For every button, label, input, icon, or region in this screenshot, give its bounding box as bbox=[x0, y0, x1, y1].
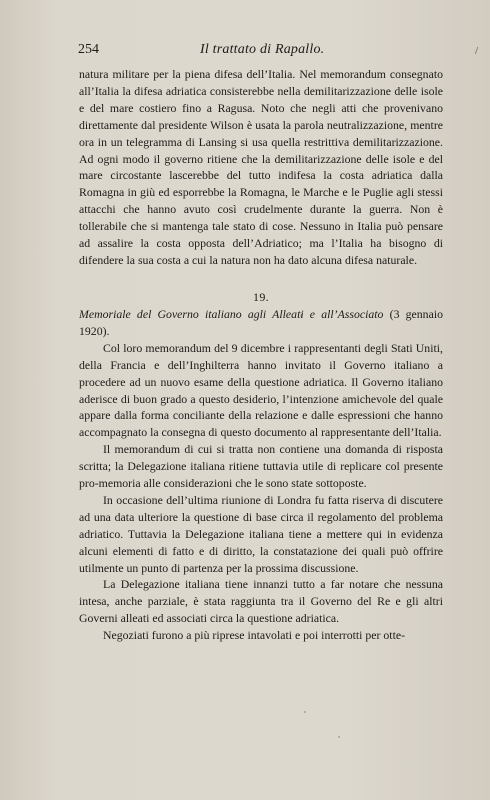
paper-spot bbox=[338, 736, 340, 738]
section-number: 19. bbox=[253, 289, 269, 304]
continued-paragraph: natura militare per la piena difesa dell’Italia. Nel memorandum consegnato all’Italia la difesa adriatica consisterebbe nella demilitarizzazione delle isole e del mare costiero fino a Ragusa. Noto che negli atti che provenivano direttamente dal presidente Wilson è usata la parola neutralizzazione, mentre ora in un telegramma di Lansing si usa quella restrittiva demilitarizzazione. Ad ogni modo il governo ritiene che la demilitarizzazione delle isole e del mare circostante lascerebbe del tutto indifesa la costa adriatica dalla Romagna in giù ed esporrebbe la Romagna, le Marche e le Puglie agli stessi attacchi che hanno avuto così crudelmente durante la guerra. Non è tollerabile che si mantenga tale stato di cose. Nessuno in Italia può pensare ad assalire la costa opposta dell’Adriatico; ma l’Italia ha bisogno di difendere la sua costa a cui la natura non ha dato alcuna difesa naturale. bbox=[79, 67, 443, 267]
paper-spot bbox=[300, 314, 303, 317]
running-title: Il trattato di Rapallo. bbox=[200, 42, 325, 57]
paragraph-1: Col loro memorandum del 9 dicembre i rappresentanti degli Stati Uniti, della Francia e dell’Inghilterra hanno invitato il Governo italiano a procedere ad un nuovo esame della questione adriatica. Il Governo italiano aderisce di buon grado a questo desiderio, l’intenzione amichevole del quale appare dalla forma conciliante della relazione e dalle espressioni che hanno accompagnato la consegna di questo documento al rappresentante dell’Italia. bbox=[79, 340, 443, 440]
paragraph-3: In occasione dell’ultima riunione di Londra fu fatta riserva di discutere ad una data ulteriore la questione di base circa il regolamento del problema adriatico. Tuttavia la Delegazione italiana tiene a mettere qui in evidenza alcuni elementi di fatto e di diritto, la constatazione dei quali può offrire utilmente un punto di partenza per la prossima discussione. bbox=[79, 492, 443, 575]
page-number: 254 bbox=[78, 42, 99, 57]
paragraph-5: Negoziati furono a più riprese intavolati e poi interrotti per otte- bbox=[103, 628, 406, 643]
document-title-date: (3 gennaio 1920). bbox=[79, 306, 443, 338]
paragraph-2: Il memorandum di cui si tratta non contiene una domanda di risposta scritta; la Delegazione italiana ritiene tuttavia utile di replicare col presente pro-memoria alle considerazioni che le sono state sottoposte. bbox=[79, 442, 443, 491]
paragraph-4: La Delegazione italiana tiene innanzi tutto a far notare che nessuna intesa, anche parziale, è stata raggiunta tra il Governo del Re e gli altri Governi alleati ed associati circa la questione adriatica. bbox=[79, 577, 443, 626]
document-title bbox=[79, 306, 443, 340]
page-header bbox=[78, 42, 438, 62]
document-title-italic: Memoriale del Governo italiano agli Alleati e all’Associato bbox=[79, 306, 384, 321]
main-text-block bbox=[79, 66, 443, 644]
paper-spot bbox=[304, 711, 306, 713]
margin-mark: / bbox=[474, 45, 478, 57]
